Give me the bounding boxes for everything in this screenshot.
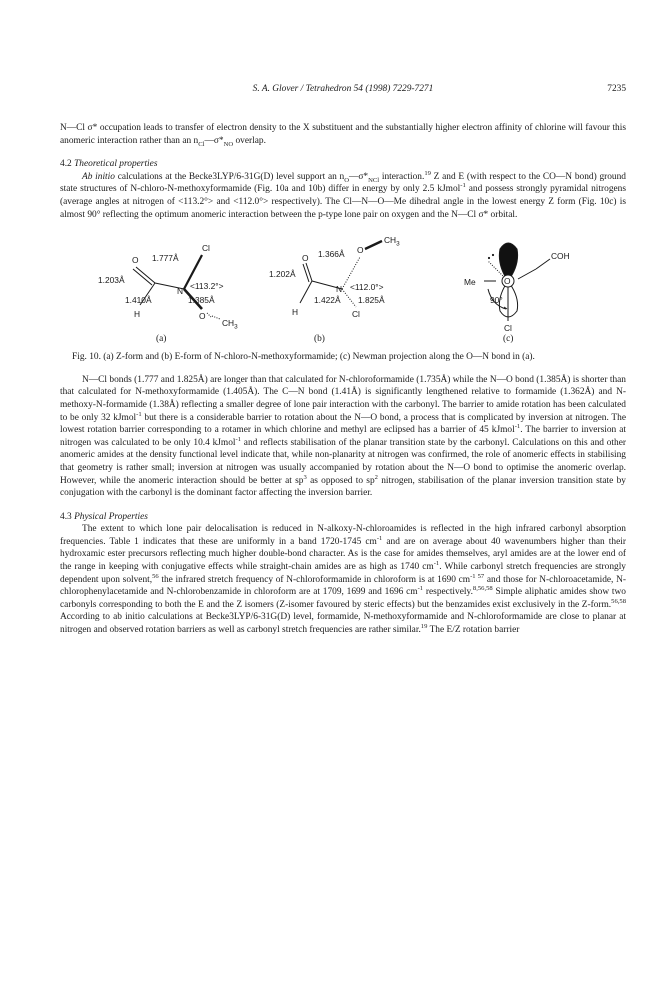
nitrogen-angle: <113.2°> — [190, 281, 224, 292]
lone-pair-dot-icon — [492, 254, 494, 256]
atom-o: O — [132, 255, 139, 266]
bond-c-n-length: 1.422Å — [314, 295, 341, 306]
figure-10-structures — [60, 227, 626, 345]
atom-cl: Cl — [352, 309, 360, 320]
methyl-group: $CH_3$ — [384, 235, 400, 248]
bond-c-n-length: 1.410Å — [125, 295, 152, 306]
bond-c-o-length: 1.203Å — [98, 275, 125, 286]
figure-caption: Fig. 10. (a) Z-form and (b) E-form of N-chloro-N-methoxyformamide; (c) Newman projection along the O—N bond in (a). — [72, 352, 535, 363]
nitrogen-angle: <112.0°> — [350, 282, 384, 293]
atom-o-methoxy: O — [199, 311, 206, 322]
bond-n-cl-length: 1.777Å — [152, 253, 179, 264]
atom-o-methoxy: O — [357, 245, 364, 256]
atom-h: H — [134, 309, 141, 320]
figure-label-c: (c) — [503, 334, 514, 345]
atom-o: O — [504, 276, 511, 287]
page-header — [60, 84, 626, 98]
dihedral-angle: 90° — [490, 295, 503, 306]
methyl-label: Me — [464, 277, 476, 288]
article-body — [60, 122, 626, 637]
atom-n: N — [177, 286, 184, 297]
atom-h: H — [292, 307, 299, 318]
atom-o: O — [302, 253, 309, 264]
atom-cl: Cl — [202, 243, 210, 254]
lone-pair-dot-icon — [488, 257, 490, 259]
bond-n-o-length: 1.366Å — [318, 249, 345, 260]
section-heading-4-3: 4.3 Physical Properties — [60, 511, 148, 522]
figure-label-a: (a) — [156, 334, 167, 345]
bond-lengths-paragraph: N—Cl bonds (1.777 and 1.825Å) are longer than that calculated for N-chloroformamide (1.735Å) while the N—O bond (1.385Å) is shorter than that calculated for N-methoxyformamide (1.405Å). The C—N bond (1.41Å) is significantly lengthened relative to formamide (1.362Å) and N-methoxy-N-formamide (1.38Å) reflecting a smaller degree of lone pair interaction with the carbonyl. The barrier to amide rotation has been calculated to be only 32 kJmol$^{-1}$ but there is a considerable barrier to rotation about the N—O bond, a process that is complicated by inversion at nitrogen. The lowest rotation barrier corresponding to a rotamer in which chlorine and methyl are eclipsed has a barrier of 45 kJmol$^{-1}$. The barrier to inversion at nitrogen was calculated to be only 10.4 kJmol$^{-1}$ and reflects stabilisation of the planar transition state by the carbonyl. Calculations on this and other anomeric amides at the density functional level indicate that, while non-planarity at nitrogen was confirmed, the role of anomeric effects in stabilising that geometry is rather small; inversion at nitrogen was usually accompanied by rotation about the N—O bond to optimise the anomeric overlap. However, while the anomeric interaction should be better at $sp^3$ as opposed to $sp^2$ nitrogen, stabilisation of the planar inversion transition state by conjugation with the carbonyl is the dominant factor affecting the inversion barrier. — [60, 374, 626, 499]
figure-label-b: (b) — [314, 334, 325, 345]
section-heading-4-2: 4.2 Theoretical properties — [60, 159, 158, 170]
figure-10 — [60, 227, 626, 345]
running-head: S. A. Glover / Tetrahedron 54 (1998) 7229-7271 — [252, 84, 434, 94]
bond-n-o-length: 1.385Å — [188, 295, 215, 306]
atom-n: N — [336, 284, 343, 295]
theoretical-properties-paragraph: Ab initio calculations at the Becke3LYP/6-31G(D) level support an $n_O—\sigma*_{NCl}$ interaction.$^{19}$ Z and E (with respect to the CO—N bond) ground state structures of N-chloro-N-methoxyformamide (Fig. 10a and 10b) differ in energy by only 2.5 kJmol$^{-1}$ and possess strongly pyramidal nitrogens (average angles at nitrogen of <113.2°> and <112.0°> respectively). The Cl—N—O—Me dihedral angle in the lowest energy Z form (Fig. 10c) is almost 90° reflecting the optimum anomeric interaction between the p-type lone pair on oxygen and the N—Cl σ* orbital. — [60, 169, 627, 220]
intro-paragraph: N—Cl σ* occupation leads to transfer of electron density to the X substituent and the substantially higher electron affinity of chlorine will favour this anomeric interaction rather than an $n_{Cl}—\sigma*_{NO}$ overlap. — [60, 123, 626, 148]
bond-c-o-length: 1.202Å — [269, 269, 296, 280]
physical-properties-paragraph: The extent to which lone pair delocalisation is reduced in N-alkoxy-N-chloroamides is reflected in the high infrared carbonyl absorption frequencies. Table 1 indicates that these are uniformly in a band 1720-1745 $cm^{-1}$ and are on average about 40 wavenumbers higher than their hydroxamic ester precursors reflecting much higher double-bond character. As is the case for amides themselves, aryl amides are at the lower end of the range in keeping with conjugative effects while straight-chain amides are as high as 1740 $cm^{-1}$. While carbonyl stretch frequencies are strongly dependent upon solvent,$^{56}$ the infrared stretch frequency of N-chloroformamide in chloroform is at 1690 $cm^{-1 57}$ and those for N-chloroacetamide, N-chlorophenylacetamide and N-chlorobenzamide in chloroform are at 1709, 1699 and 1696 $cm^{-1}$ respectively.$^{8,56,58}$ Simple aliphatic amides show two carbonyls corresponding to both the E and the Z isomers (Z-isomer favoured by steric effects) but the benzamides exist exclusively in the Z-form.$^{56,58}$ According to ab initio calculations at Becke3LYP/6-31G(D) level, formamide, N-methoxyformamide and N-chloroformamide are close to planar at nitrogen and observed rotation barriers as well as carbonyl stretch frequencies are rather similar.$^{19}$ The E/Z rotation barrier — [60, 524, 626, 636]
methyl-group: $CH_3$ — [222, 318, 238, 331]
page-number: 7235 — [607, 84, 626, 94]
atom-cl: Cl — [504, 323, 512, 334]
bond-n-cl-length: 1.825Å — [358, 295, 385, 306]
formyl-group: COH — [551, 251, 570, 262]
